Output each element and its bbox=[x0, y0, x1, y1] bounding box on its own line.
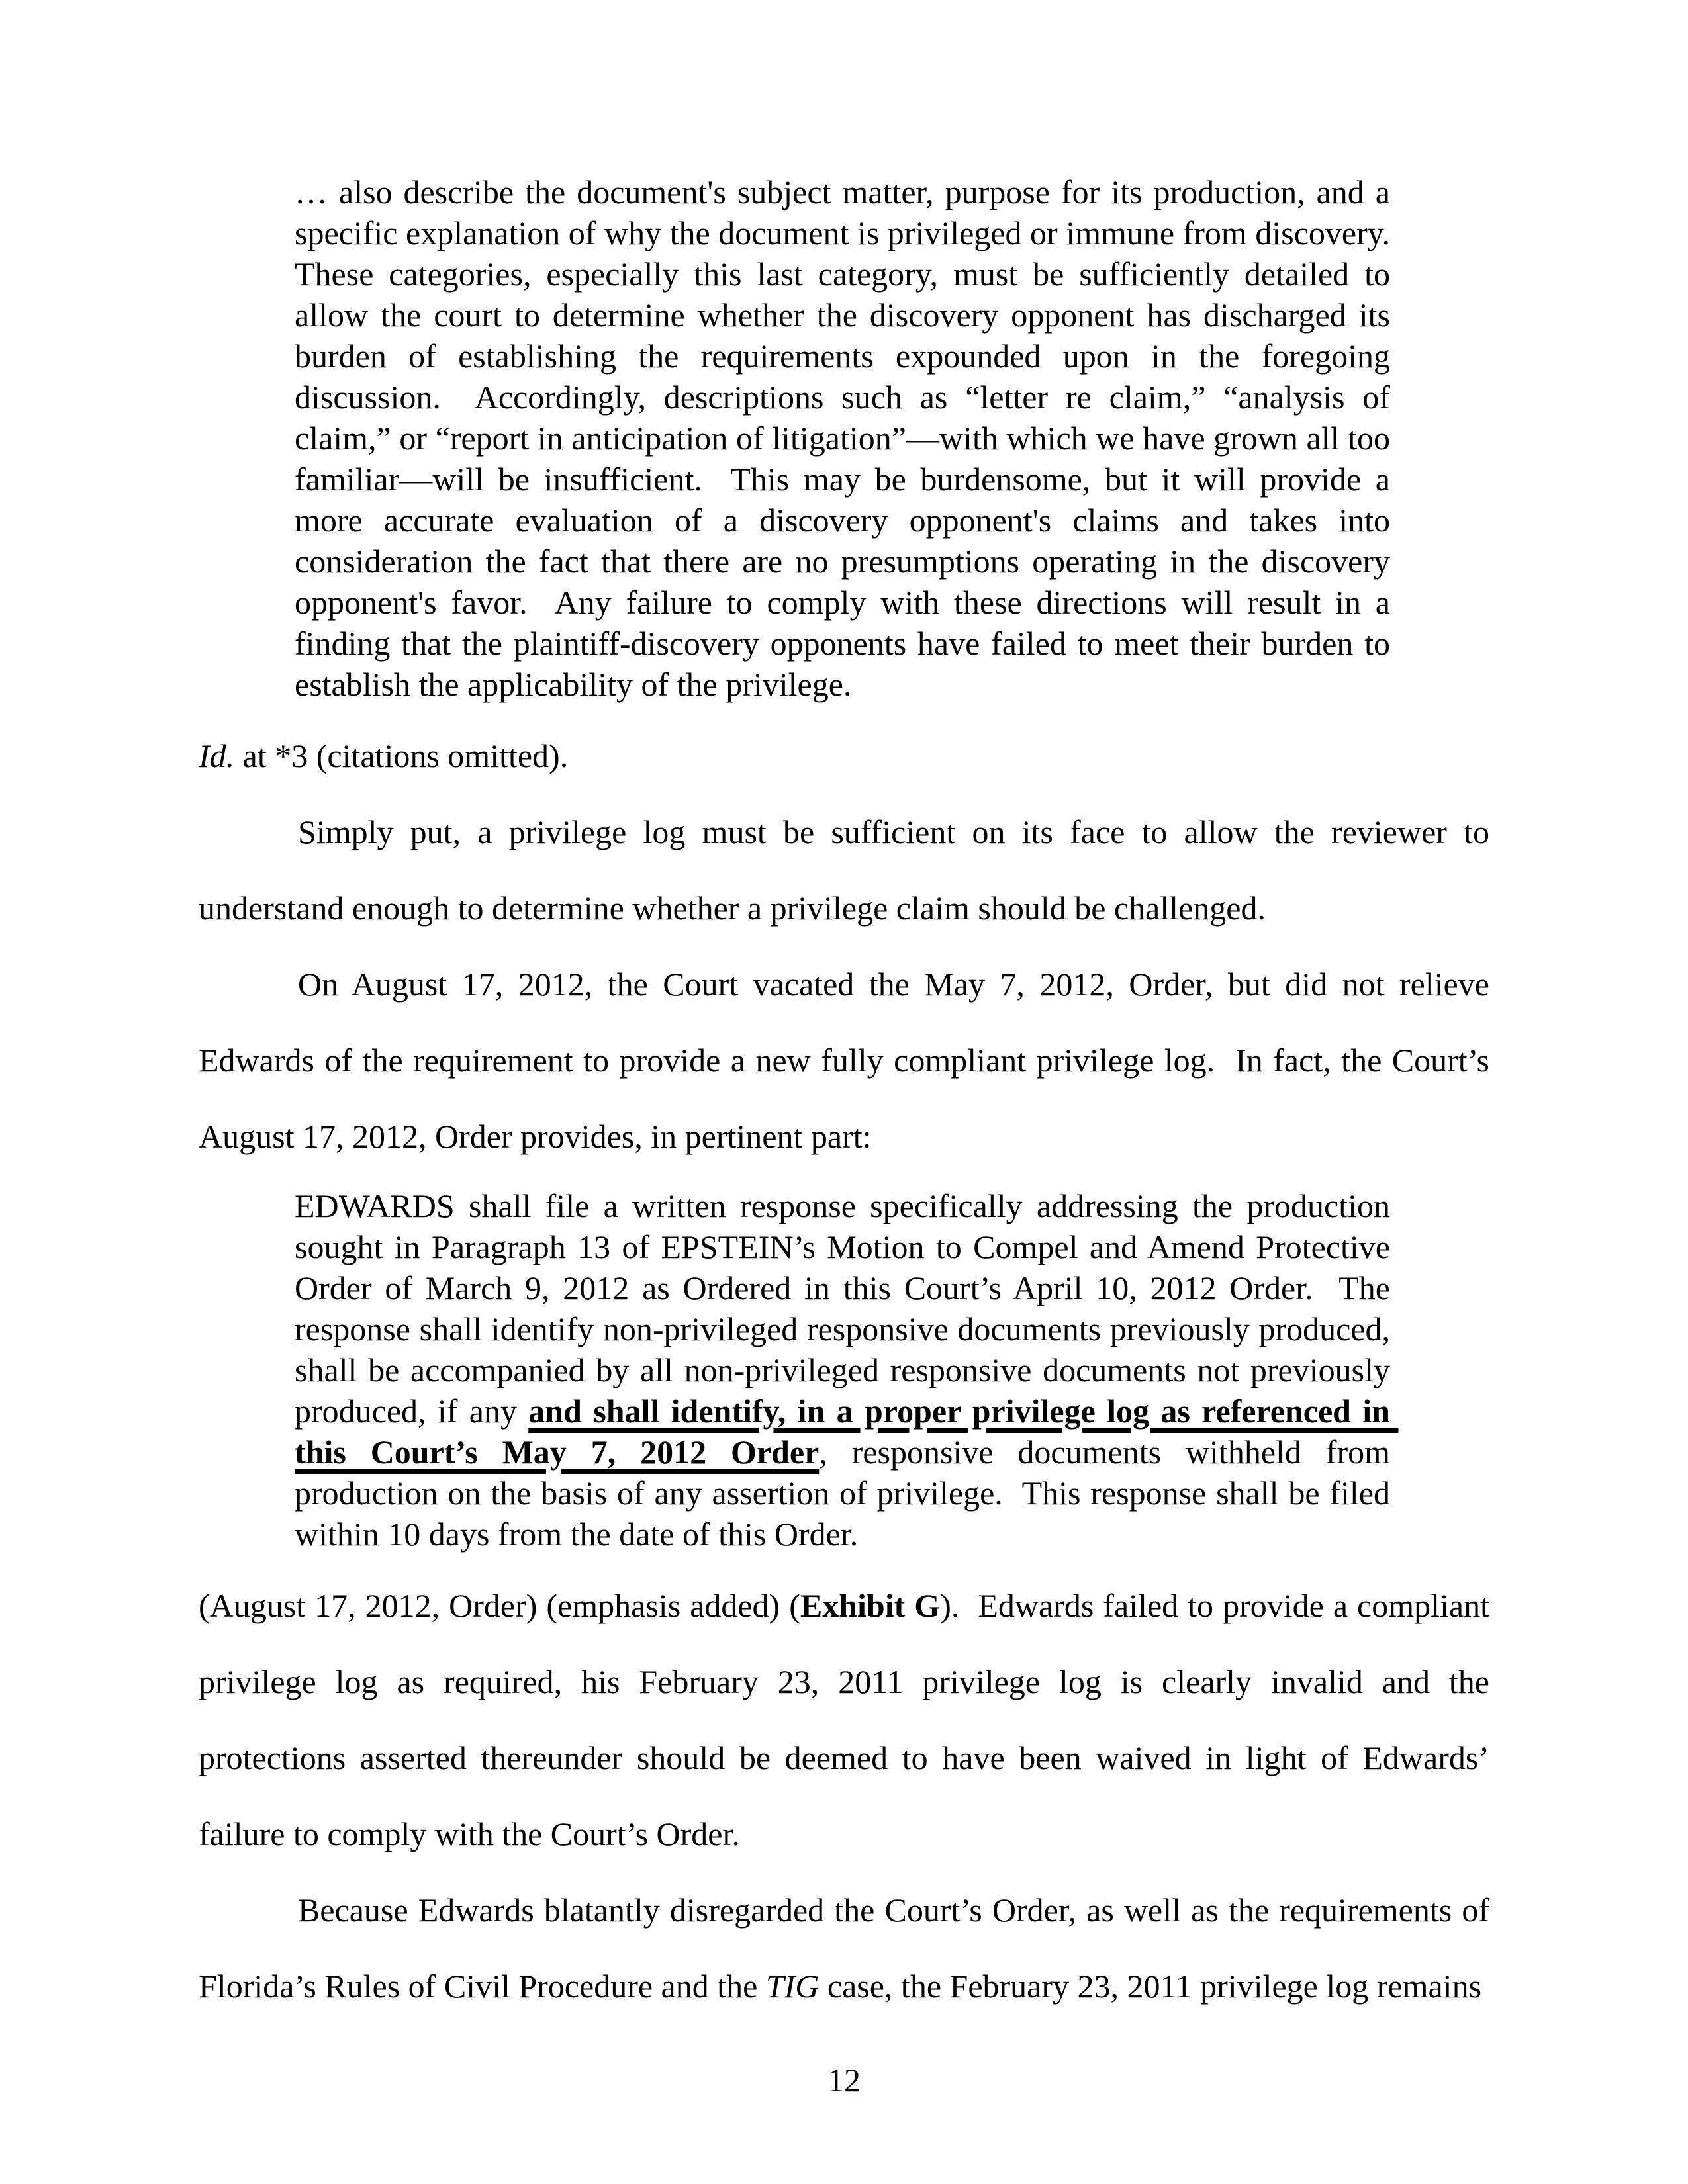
text-run: Because Edwards blatantly disregarded the Court’s Order, as well as the requirements of Florida’s Rules of Civil Procedure and the bbox=[199, 1891, 1498, 2005]
citation-id-at-3 bbox=[199, 718, 1489, 794]
paragraph-because-edwards bbox=[199, 1872, 1498, 2025]
styled-text-run: TIG bbox=[765, 1968, 820, 2005]
text-run: EDWARDS shall file a written response specifically addressing the production sought in Paragraph 13 of EPSTEIN’s Motion to Compel and Amend Protective Order of March 9, 2012 as Ordered in this Court’s April 10, 2012 Order. The response shall identify non-privileged responsive documents previously produced, shall be accompanied by all non-privileged responsive documents not previously produced, if any bbox=[295, 1187, 1399, 1430]
text-run: case, the February 23, 2011 privilege log remains bbox=[819, 1968, 1482, 2005]
text-run: at *3 (citations omitted). bbox=[234, 737, 569, 774]
paragraph-exhibit-g bbox=[199, 1568, 1498, 1872]
blockquote-tig-excerpt bbox=[295, 171, 1407, 705]
paragraph-simply-put bbox=[199, 794, 1498, 946]
styled-text-run: Id. bbox=[199, 737, 235, 774]
text-run: , responsive documents withheld from production on the basis of any assertion of privilege. This response shall be filed within 10 days from the date of this Order. bbox=[295, 1433, 1399, 1553]
page-number: 12 bbox=[827, 2062, 861, 2099]
paragraph-august-17-order bbox=[199, 946, 1498, 1175]
styled-text-run: Exhibit G bbox=[800, 1587, 941, 1624]
blockquote-august-17-order-excerpt bbox=[295, 1185, 1399, 1555]
text-run: Simply put, a privilege log must be sufficient on its face to allow the reviewer to understand enough to determine whether a privilege claim should be challenged. bbox=[199, 813, 1498, 927]
styled-text-run: and shall identify, in a proper privilege log as referenced in this Court’s May 7, 2012 Order bbox=[295, 1392, 1399, 1471]
text-run: (August 17, 2012, Order) (emphasis added) ( bbox=[199, 1587, 800, 1624]
document-body bbox=[199, 171, 1498, 2025]
text-run: ). Edwards failed to provide a compliant privilege log as required, his February 23, 2011 privilege log is clearly invalid and the protections asserted thereunder should be deemed to have been waived in light of Edwards’ failure to comply with the Court’s Order. bbox=[199, 1587, 1498, 1852]
text-run: … also describe the document's subject matter, purpose for its production, and a specific explanation of why the document is privileged or immune from discovery. These categories, especially this last category, must be sufficiently detailed to allow the court to determine whether the discovery opponent has discharged its burden of establishing the requirements expounded upon in the foregoing discussion. Accordingly, descriptions such as “letter re claim,” “analysis of claim,” or “report in anticipation of litigation”—with which we have grown all too familiar—will be insufficient. This may be burdensome, but it will provide a more accurate evaluation of a discovery opponent's claims and takes into consideration the fact that there are no presumptions operating in the discovery opponent's favor. Any failure to comply with these directions will result in a finding that the plaintiff-discovery opponents have failed to meet their burden to establish the applicability of the privilege. bbox=[295, 173, 1407, 703]
text-run: On August 17, 2012, the Court vacated the May 7, 2012, Order, but did not relieve Edwards of the requirement to provide a new fully compliant privilege log. In fact, the Court’s August 17, 2012, Order provides, in pertinent part: bbox=[199, 966, 1498, 1155]
